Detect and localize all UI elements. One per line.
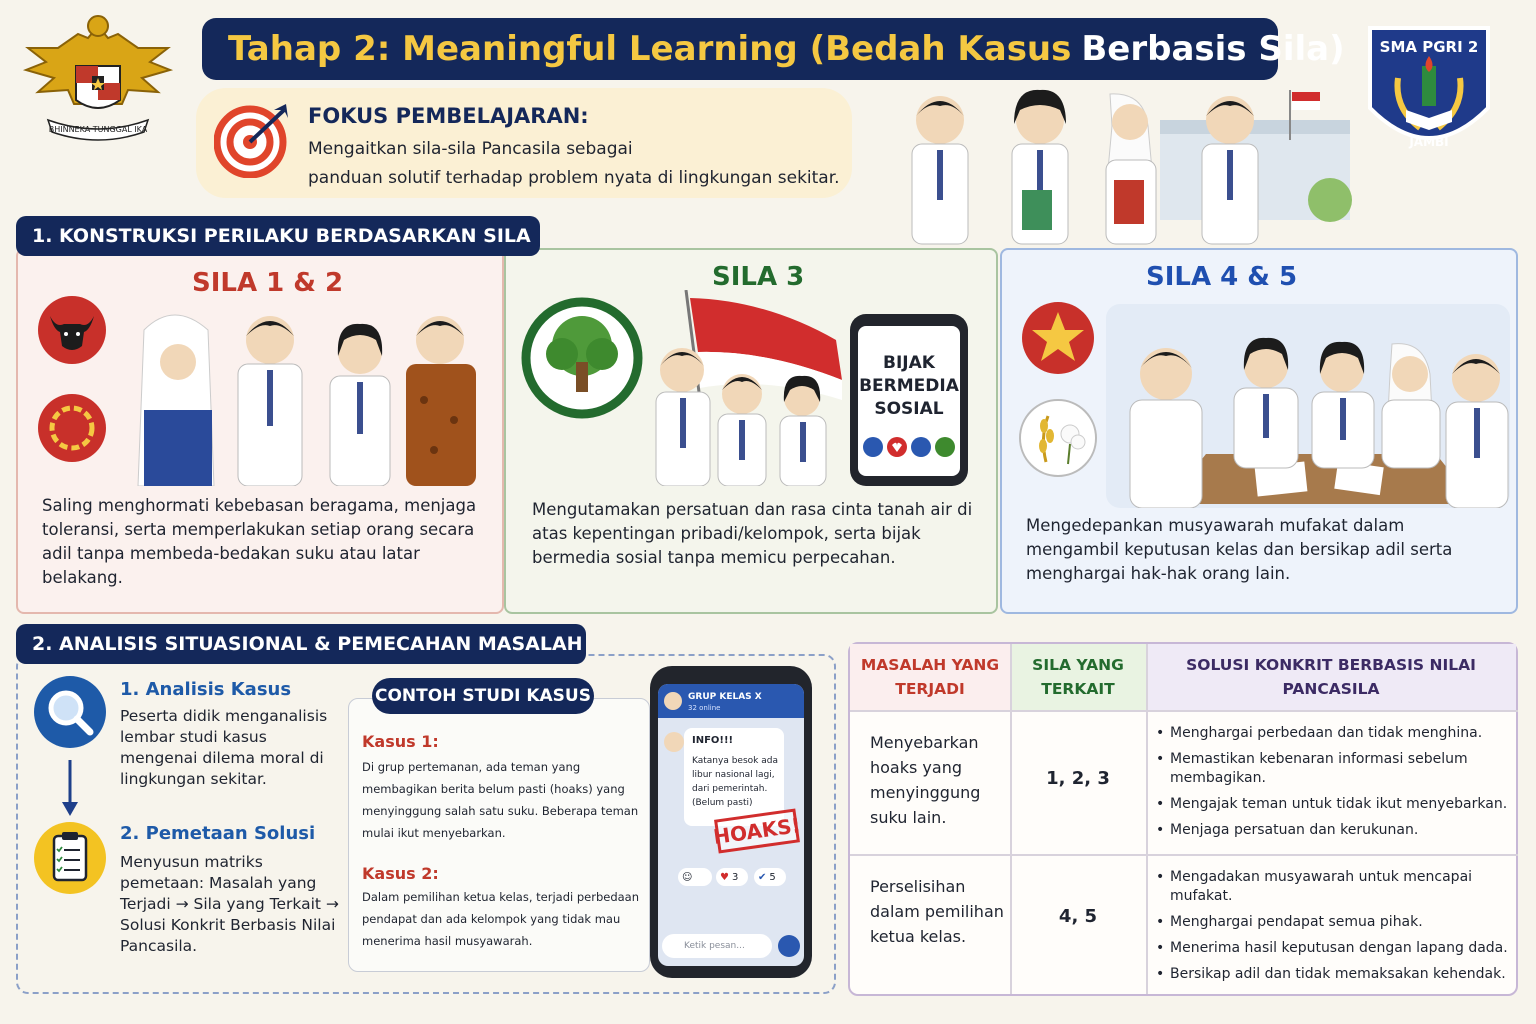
- case-description: Dalam pemilihan ketua kelas, terjadi perbedaan pendapat dan ada kelompok yang tidak mau menerima hasil musyawarah.: [362, 890, 640, 948]
- solution-item: • Mengajak teman untuk tidak ikut menyebarkan.: [1156, 795, 1512, 814]
- title-bar: [202, 18, 1345, 80]
- thumbs-up-icon: ✔: [758, 871, 767, 883]
- page-title-rest: Berbasis Sila): [1081, 29, 1345, 69]
- step-description: Peserta didik menganalisis lembar studi kasus mengenai dilema moral di lingkungan sekitar.: [120, 707, 328, 788]
- students-illustration: [860, 80, 1360, 250]
- solution-item: • Menerima hasil keputusan dengan lapang dada.: [1156, 939, 1512, 958]
- solution-item: • Mengadakan musyawarah untuk mencapai mufakat.: [1156, 868, 1512, 906]
- phone-text-line: SOSIAL: [874, 399, 944, 419]
- case-title: Kasus 1:: [362, 732, 439, 751]
- table-divider: [1010, 644, 1012, 994]
- sila-card-title: SILA 3: [712, 262, 805, 292]
- reaction-emoji[interactable]: [678, 868, 712, 886]
- case-title: Kasus 2:: [362, 864, 439, 883]
- chain-icon: [36, 392, 108, 464]
- chat-message-body: Katanya besok ada libur nasional lagi, dari pemerintah. (Belum pasti): [692, 756, 778, 808]
- sender-avatar: [664, 732, 684, 752]
- chat-message-title: INFO!!!: [692, 735, 734, 746]
- case-study-label: CONTOH STUDI KASUS: [372, 678, 594, 714]
- phone-text-line: BIJAK: [883, 353, 935, 373]
- solution-item: • Menghargai perbedaan dan tidak menghina.: [1156, 724, 1512, 743]
- chat-group-name: GRUP KELAS X: [688, 692, 762, 702]
- bull-head-icon: [36, 294, 108, 366]
- table-cell-solutions: [1156, 724, 1512, 847]
- solution-item: • Menjaga persatuan dan kerukunan.: [1156, 821, 1512, 840]
- chat-online-count: 32 online: [688, 704, 721, 712]
- case-description: Di grup pertemanan, ada teman yang membagikan berita belum pasti (hoaks) yang menyinggung salah satu suku. Beberapa teman mulai ikut menyebarkan.: [362, 760, 639, 840]
- star-icon: [1020, 300, 1096, 376]
- table-header-solution: SOLUSI KONKRIT BERBASIS NILAI PANCASILA: [1146, 644, 1516, 710]
- reaction-count: 3: [731, 871, 739, 883]
- rice-cotton-icon: [1018, 398, 1098, 478]
- focus-title: FOKUS PEMBELAJARAN:: [308, 104, 589, 128]
- table-cell-problem: Menyebarkan hoaks yang menyinggung suku lain.: [870, 733, 981, 827]
- solution-item: • Bersikap adil dan tidak memaksakan kehendak.: [1156, 965, 1512, 984]
- focus-text-line1: Mengaitkan sila-sila Pancasila sebagai: [308, 139, 633, 159]
- table-cell-sila: 1, 2, 3: [1046, 768, 1110, 789]
- step-title: 2. Pemetaan Solusi: [120, 823, 316, 844]
- sila-card-title: SILA 4 & 5: [1146, 262, 1298, 292]
- solution-item: • Memastikan kebenaran informasi sebelum membagikan.: [1156, 750, 1512, 788]
- sila-card-description: Saling menghormati kebebasan beragama, menjaga toleransi, serta memperlakukan setiap orang secara adil tanpa membeda-bedakan suku atau latar belakang.: [42, 496, 477, 587]
- group-avatar: [664, 692, 682, 710]
- section2-heading: 2. ANALISIS SITUASIONAL & PEMECAHAN MASALAH: [16, 624, 586, 664]
- section1-heading: 1. KONSTRUKSI PERILAKU BERDASARKAN SILA: [16, 216, 540, 256]
- school-name: SMA PGRI 2: [1379, 38, 1479, 56]
- table-divider: [850, 854, 1518, 856]
- flag-students-illustration: [646, 290, 846, 486]
- table-cell-sila: 4, 5: [1058, 906, 1098, 927]
- emoji-icon: ☺: [682, 871, 693, 883]
- table-divider: [850, 710, 1518, 712]
- microphone-icon[interactable]: [778, 935, 800, 957]
- table-divider: [1146, 644, 1148, 994]
- focus-text-line2: panduan solutif terhadap problem nyata di lingkungan sekitar.: [308, 168, 840, 188]
- solution-item: • Menghargai pendapat semua pihak.: [1156, 913, 1512, 932]
- reaction-heart[interactable]: [716, 868, 748, 886]
- school-badge-logo: [1360, 18, 1498, 168]
- magnifier-icon: [34, 676, 106, 748]
- arrow-down-icon: [62, 760, 78, 816]
- table-header-sila: SILA YANG TERKAIT: [1010, 644, 1146, 710]
- target-icon: [214, 102, 290, 178]
- banyan-tree-icon: [520, 296, 644, 420]
- table-cell-problem: Perselisihan dalam pemilihan ketua kelas.: [870, 877, 1004, 946]
- social-reaction-icons: [862, 436, 958, 458]
- table-cell-solutions: [1156, 868, 1512, 991]
- sila-card-description: Mengutamakan persatuan dan rasa cinta tanah air di atas kepentingan pribadi/kelompok, serta bijak bermedia sosial tanpa memicu perpecahan.: [532, 500, 973, 567]
- school-city: JAMBI: [1409, 135, 1449, 149]
- step-title: 1. Analisis Kasus: [120, 679, 292, 700]
- social-media-phone-text: [858, 352, 960, 421]
- sila-card-description: Mengedepankan musyawarah mufakat dalam mengambil keputusan kelas dan bersikap adil serta menghargai hak-hak orang lain.: [1026, 516, 1453, 583]
- phone-text-line: BERMEDIA: [859, 376, 959, 396]
- reaction-count: 5: [769, 871, 776, 883]
- garuda-emblem-icon: [18, 8, 178, 148]
- hoaks-stamp: HOAKS!: [714, 808, 800, 853]
- emblem-motto: BHINNEKA TUNGGAL IKA: [48, 125, 148, 134]
- clipboard-icon: [34, 822, 106, 894]
- reaction-like[interactable]: [754, 868, 786, 886]
- step-description: Menyusun matriks pemetaan: Masalah yang Terjadi → Sila yang Terkait → Solusi Konkrit Berbasis Nilai Pancasila.: [120, 853, 339, 955]
- chat-message-input[interactable]: Ketik pesan...: [662, 934, 772, 958]
- heart-icon: ♥: [720, 871, 729, 883]
- diverse-students-illustration: [134, 300, 496, 486]
- deliberation-students-illustration: [1106, 304, 1510, 508]
- table-header-problem: MASALAH YANG TERJADI: [850, 644, 1010, 710]
- page-title-highlight: Tahap 2: Meaningful Learning (Bedah Kasus: [228, 29, 1072, 69]
- sila-card-title: SILA 1 & 2: [192, 268, 344, 298]
